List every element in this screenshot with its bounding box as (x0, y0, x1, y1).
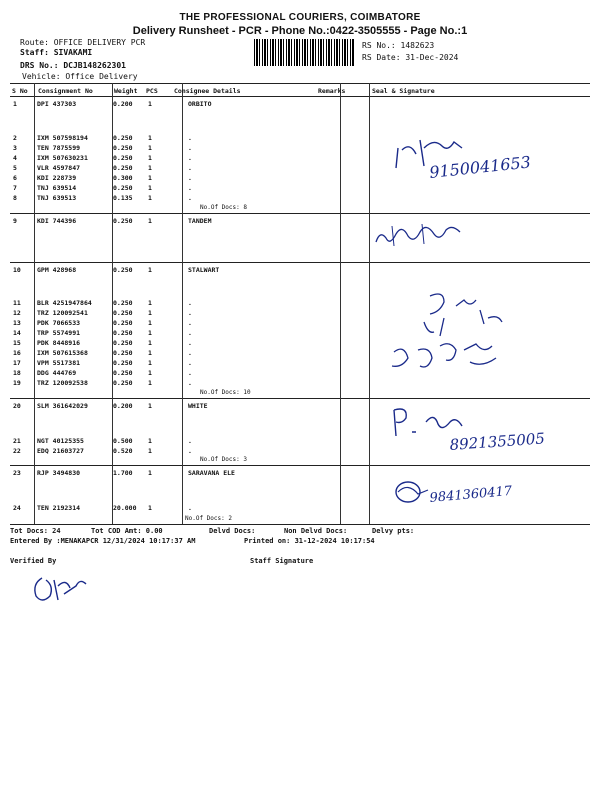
row-consignment-no: VLR 4597847 (37, 164, 81, 172)
col-header-sno: S No (12, 87, 28, 95)
row-weight: 0.250 (113, 349, 133, 357)
row-weight: 20.000 (113, 504, 137, 512)
row-consignee: . (188, 299, 192, 307)
row-consignee: STALWART (188, 266, 220, 274)
row-sno: 17 (13, 359, 21, 367)
row-consignment-no: TNJ 639514 (37, 184, 77, 192)
row-pcs: 1 (148, 469, 152, 477)
row-weight: 0.250 (113, 329, 133, 337)
row-pcs: 1 (148, 349, 152, 357)
row-weight: 1.700 (113, 469, 133, 477)
non-delivered-docs: Non Delvd Docs: (284, 527, 348, 535)
row-weight: 0.250 (113, 154, 133, 162)
row-weight: 0.250 (113, 299, 133, 307)
verified-by-label: Verified By (10, 557, 57, 565)
col-header-remarks: Remarks (318, 87, 346, 95)
delivered-docs: Delvd Docs: (209, 527, 256, 535)
row-weight: 0.200 (113, 402, 133, 410)
row-sno: 2 (13, 134, 17, 142)
row-consignee: ORBITO (188, 100, 212, 108)
row-weight: 0.200 (113, 100, 133, 108)
row-weight: 0.250 (113, 379, 133, 387)
row-sno: 19 (13, 379, 21, 387)
row-pcs: 1 (148, 379, 152, 387)
row-consignment-no: RJP 3494830 (37, 469, 81, 477)
row-consignment-no: IXM 507598194 (37, 134, 88, 142)
row-pcs: 1 (148, 299, 152, 307)
row-sno: 11 (13, 299, 21, 307)
row-pcs: 1 (148, 402, 152, 410)
row-consignee: . (188, 164, 192, 172)
handwritten-signature-1 (390, 118, 590, 190)
row-consignment-no: TEN 2192314 (37, 504, 81, 512)
row-pcs: 1 (148, 194, 152, 202)
table-top-border (10, 83, 590, 84)
printed-on: Printed on: 31-12-2024 10:17:54 (244, 537, 375, 545)
row-pcs: 1 (148, 339, 152, 347)
group-doc-count: No.Of Docs: 3 (200, 456, 247, 463)
row-consignment-no: NGT 40125355 (37, 437, 84, 445)
rs-date: RS Date: 31-Dec-2024 (362, 53, 459, 62)
col-header-consignee: Consignee Details (174, 87, 241, 95)
group-divider (10, 465, 590, 466)
row-sno: 15 (13, 339, 21, 347)
row-consignee: . (188, 379, 192, 387)
row-weight: 0.135 (113, 194, 133, 202)
row-sno: 23 (13, 469, 21, 477)
row-consignment-no: TRZ 120092541 (37, 309, 88, 317)
row-pcs: 1 (148, 369, 152, 377)
col-header-weight: Weight (114, 87, 138, 95)
group-divider (10, 398, 590, 399)
column-divider (182, 83, 183, 524)
row-consignee: . (188, 359, 192, 367)
row-sno: 9 (13, 217, 17, 225)
row-consignee: . (188, 184, 192, 192)
row-consignee: . (188, 369, 192, 377)
row-consignment-no: PDK 7066533 (37, 319, 81, 327)
row-weight: 0.250 (113, 309, 133, 317)
row-pcs: 1 (148, 184, 152, 192)
staff-label: Staff: SIVAKAMI (20, 48, 93, 57)
row-pcs: 1 (148, 174, 152, 182)
row-consignee: . (188, 174, 192, 182)
group-doc-count: No.Of Docs: 2 (185, 515, 232, 522)
handwritten-signature-6 (392, 474, 572, 514)
rs-number: RS No.: 1482623 (362, 41, 435, 50)
row-consignee: . (188, 309, 192, 317)
total-cod-amount: Tot COD Amt: 0.00 (91, 527, 163, 535)
row-consignment-no: BLR 4251947864 (37, 299, 92, 307)
col-header-pcs: PCS (146, 87, 158, 95)
row-sno: 13 (13, 319, 21, 327)
row-consignment-no: GPM 428968 (37, 266, 77, 274)
row-pcs: 1 (148, 319, 152, 327)
row-sno: 12 (13, 309, 21, 317)
row-sno: 21 (13, 437, 21, 445)
verifier-signature (28, 568, 98, 608)
row-weight: 0.520 (113, 447, 133, 455)
company-name: THE PROFESSIONAL COURIERS, COIMBATORE (179, 12, 421, 23)
row-pcs: 1 (148, 437, 152, 445)
column-divider (34, 83, 35, 524)
handwritten-phone-number: 9841360417 (429, 483, 513, 506)
row-pcs: 1 (148, 164, 152, 172)
group-doc-count: No.Of Docs: 10 (200, 389, 251, 396)
row-sno: 3 (13, 144, 17, 152)
row-consignee: . (188, 504, 192, 512)
row-sno: 14 (13, 329, 21, 337)
table-header-border (10, 96, 590, 97)
row-sno: 5 (13, 164, 17, 172)
row-consignee: . (188, 437, 192, 445)
row-pcs: 1 (148, 359, 152, 367)
handwritten-signature-4 (386, 402, 586, 462)
row-weight: 0.250 (113, 164, 133, 172)
row-pcs: 1 (148, 144, 152, 152)
row-pcs: 1 (148, 309, 152, 317)
row-consignment-no: DDG 444769 (37, 369, 77, 377)
row-weight: 0.500 (113, 437, 133, 445)
handwritten-phone-number: 8921355005 (449, 429, 546, 454)
group-divider (10, 262, 590, 263)
total-docs: Tot Docs: 24 (10, 527, 61, 535)
row-consignment-no: VPM 5517381 (37, 359, 81, 367)
row-weight: 0.250 (113, 319, 133, 327)
delivery-points: Delvy pts: (372, 527, 415, 535)
row-sno: 10 (13, 266, 21, 274)
row-consignment-no: KDI 744396 (37, 217, 77, 225)
row-pcs: 1 (148, 134, 152, 142)
row-weight: 0.250 (113, 134, 133, 142)
row-consignment-no: PDK 8448916 (37, 339, 81, 347)
col-header-consignment: Consignment No (38, 87, 93, 95)
row-consignment-no: IXM 507615368 (37, 349, 88, 357)
row-consignee: . (188, 194, 192, 202)
row-consignment-no: TRP 5574991 (37, 329, 81, 337)
handwritten-signature-3 (384, 288, 514, 388)
row-weight: 0.250 (113, 144, 133, 152)
row-consignment-no: SLM 361642029 (37, 402, 88, 410)
row-consignment-no: EDQ 21603727 (37, 447, 84, 455)
row-sno: 6 (13, 174, 17, 182)
row-consignee: . (188, 349, 192, 357)
row-sno: 7 (13, 184, 17, 192)
row-pcs: 1 (148, 217, 152, 225)
handwritten-phone-number: 9150041653 (428, 152, 532, 182)
row-pcs: 1 (148, 154, 152, 162)
row-weight: 0.250 (113, 266, 133, 274)
row-consignee: . (188, 329, 192, 337)
row-weight: 0.300 (113, 174, 133, 182)
group-doc-count: No.Of Docs: 8 (200, 204, 247, 211)
row-sno: 4 (13, 154, 17, 162)
row-sno: 1 (13, 100, 17, 108)
row-consignment-no: DPI 437303 (37, 100, 77, 108)
row-consignee: . (188, 144, 192, 152)
row-consignment-no: TNJ 639513 (37, 194, 77, 202)
row-consignee: . (188, 447, 192, 455)
column-divider (369, 83, 370, 524)
row-weight: 0.250 (113, 184, 133, 192)
route-label: Route: OFFICE DELIVERY PCR (20, 38, 146, 47)
row-pcs: 1 (148, 504, 152, 512)
barcode (254, 39, 354, 66)
entered-by: Entered By :MENAKAPCR 12/31/2024 10:17:37 AM (10, 537, 196, 545)
row-weight: 0.250 (113, 369, 133, 377)
row-consignee: . (188, 134, 192, 142)
row-consignee: . (188, 154, 192, 162)
row-weight: 0.250 (113, 359, 133, 367)
row-consignment-no: IXM 507630231 (37, 154, 88, 162)
row-consignee: SARAVANA ELE (188, 469, 235, 477)
col-header-seal-signature: Seal & Signature (372, 87, 435, 95)
row-pcs: 1 (148, 100, 152, 108)
staff-signature-label: Staff Signature (250, 557, 314, 565)
row-sno: 24 (13, 504, 21, 512)
row-consignment-no: TEN 7875599 (37, 144, 81, 152)
row-weight: 0.250 (113, 339, 133, 347)
row-consignee: WHITE (188, 402, 208, 410)
row-consignee: . (188, 339, 192, 347)
row-sno: 8 (13, 194, 17, 202)
row-sno: 20 (13, 402, 21, 410)
handwritten-signature-2 (372, 216, 482, 252)
row-pcs: 1 (148, 329, 152, 337)
group-divider (10, 213, 590, 214)
row-consignment-no: TRZ 120092538 (37, 379, 88, 387)
runsheet-title: Delivery Runsheet - PCR - Phone No.:0422-3505555 - Page No.:1 (132, 25, 468, 37)
column-divider (340, 83, 341, 524)
table-bottom-border (10, 524, 590, 525)
row-consignment-no: KDI 228739 (37, 174, 77, 182)
row-sno: 16 (13, 349, 21, 357)
row-sno: 22 (13, 447, 21, 455)
row-consignee: . (188, 319, 192, 327)
drs-number: DRS No.: DCJB148262301 (20, 61, 126, 70)
row-pcs: 1 (148, 266, 152, 274)
row-weight: 0.250 (113, 217, 133, 225)
vehicle-label: Vehicle: Office Delivery (22, 72, 138, 81)
row-pcs: 1 (148, 447, 152, 455)
row-sno: 18 (13, 369, 21, 377)
row-consignee: TANDEM (188, 217, 212, 225)
